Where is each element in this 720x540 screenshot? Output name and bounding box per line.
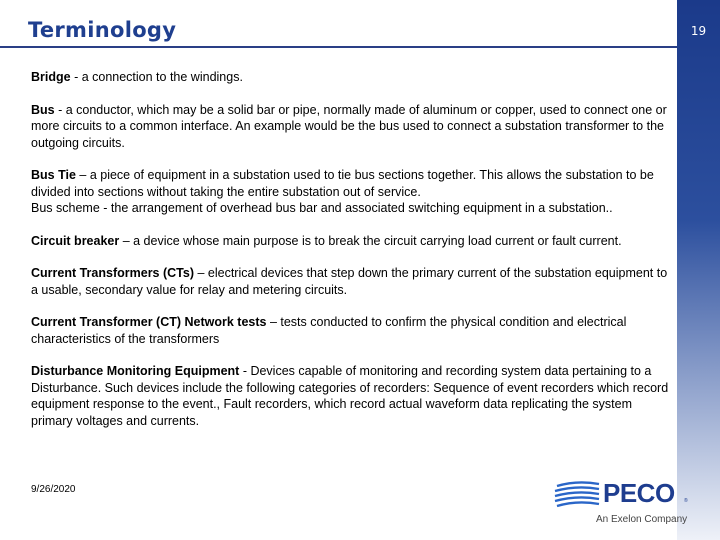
term-label: Current Transformer (CT) Network tests [31,315,267,329]
entry-bridge [31,69,671,86]
term-definition: - Devices capable of monitoring and recording system data pertaining to a Disturbance. Such devices include the following categories of recorders: Sequence of event recorders which record equipment response to the event., Fault recorders, which record actual waveform data replicating the system primary voltages and currents. [31,364,669,428]
page-number: 19 [690,24,707,38]
term-label: Bridge [31,70,71,84]
footer-date: 9/26/2020 [31,484,76,495]
entry-disturbance-monitoring [31,363,671,429]
peco-swoosh-icon [553,478,601,514]
logo-wordmark: PECO [603,478,675,508]
bus-scheme-definition: Bus scheme - the arrangement of overhead bus bar and associated switching equipment in a substation.. [31,201,613,215]
entry-ct-network-tests [31,314,671,347]
term-definition: – a device whose main purpose is to break the circuit carrying load current or fault current. [119,233,622,248]
title-divider [0,46,677,48]
term-definition: - a connection to the windings. [70,70,243,84]
logo-registered-mark: ® [684,498,688,504]
term-definition: – tests conducted to confirm the physical condition and electrical characteristics of the transformers [31,315,627,346]
term-definition: – a piece of equipment in a substation used to tie bus sections together. This allows the substation to be divided into sections without taking the entire substation out of service. [31,168,654,199]
term-label: Current Transformers (CTs) [31,266,194,280]
entry-bus [31,102,671,152]
term-label: Circuit breaker [31,233,120,248]
decorative-sidebar [677,0,720,540]
entry-current-transformers [31,265,671,298]
terminology-list [31,69,671,445]
peco-logo [553,476,693,530]
term-label: Disturbance Monitoring Equipment [31,364,240,378]
page-title: Terminology [28,18,177,42]
entry-circuit-breaker [31,233,671,250]
term-definition: – electrical devices that step down the primary current of the substation equipment to a usable, secondary value for relay and metering circuits. [31,266,668,297]
term-definition: - a conductor, which may be a solid bar or pipe, normally made of aluminum or copper, used to connect one or more circuits to a common interface. An example would be the bus used to connect a substation transformer to the outgoing circuits. [31,102,667,150]
term-label: Bus [31,102,55,117]
term-label: Bus Tie [31,168,76,182]
entry-bus-tie [31,167,671,217]
logo-tagline: An Exelon Company [596,514,688,525]
